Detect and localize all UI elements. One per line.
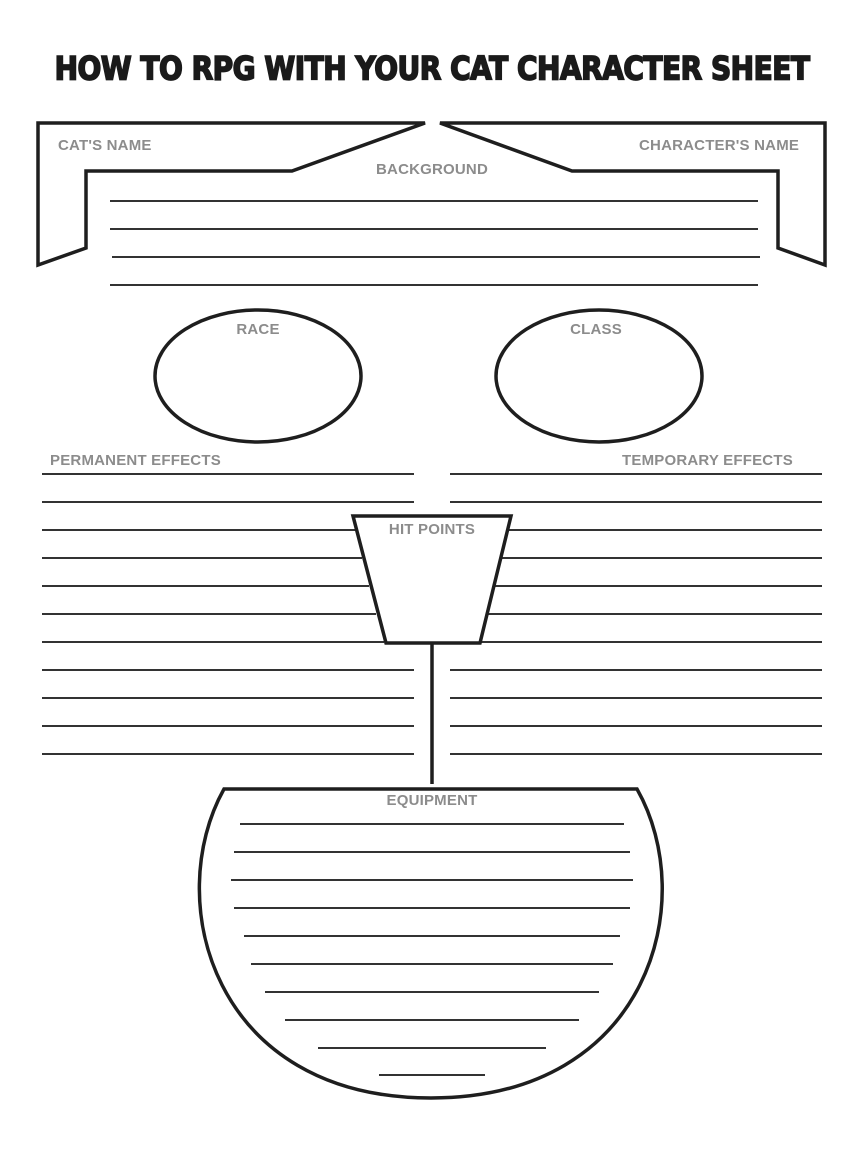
hit-points-label: HIT POINTS [388,521,476,538]
temporary-effects-label: TEMPORARY EFFECTS [622,452,793,469]
race-field[interactable] [175,342,341,432]
equipment-field[interactable] [240,812,624,1078]
characters-name-field[interactable] [580,158,818,170]
class-field[interactable] [516,342,682,432]
permanent-effects-label: PERMANENT EFFECTS [50,452,221,469]
race-label: RACE [236,321,280,338]
cats-name-label: CAT'S NAME [58,137,152,154]
temporary-effects-field[interactable] [512,476,822,756]
hit-points-field[interactable] [380,545,484,637]
cats-name-field[interactable] [45,158,285,170]
page-title: HOW TO RPG WITH YOUR CAT CHARACTER SHEET [54,49,810,88]
characters-name-label: CHARACTER'S NAME [639,137,800,154]
background-label: BACKGROUND [376,161,488,178]
equipment-label: EQUIPMENT [386,792,478,809]
background-field[interactable] [110,182,760,286]
permanent-effects-field[interactable] [42,476,352,756]
class-label: CLASS [570,321,622,338]
